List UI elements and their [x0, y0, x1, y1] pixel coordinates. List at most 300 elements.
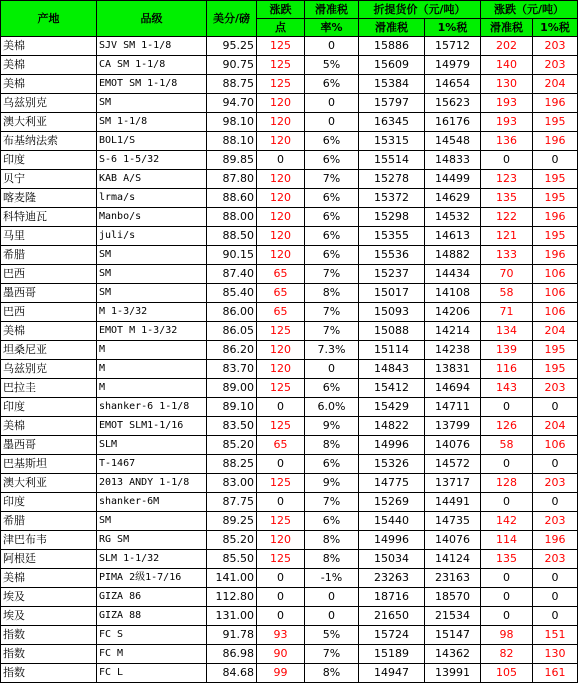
cell-sliding-tax-rate: 0: [305, 360, 359, 379]
cell-origin: 津巴布韦: [1, 531, 97, 550]
cell-origin: 指数: [1, 664, 97, 683]
header-change-yuan: 涨跌（元/吨）: [481, 1, 578, 19]
cell-grade: SM: [97, 512, 207, 531]
cell-origin: 指数: [1, 645, 97, 664]
cell-change-1pct: 195: [533, 227, 578, 246]
cell-change-1pct: 195: [533, 360, 578, 379]
cell-usd-per-lb: 98.10: [207, 113, 257, 132]
cell-origin: 乌兹别克: [1, 360, 97, 379]
cell-price-sliding: 15315: [359, 132, 425, 151]
cell-usd-per-lb: 95.25: [207, 37, 257, 56]
cell-sliding-tax-rate: 6%: [305, 189, 359, 208]
cell-change-sliding: 116: [481, 360, 533, 379]
cell-usd-per-lb: 85.20: [207, 531, 257, 550]
cell-change-points: 125: [257, 37, 305, 56]
cell-usd-per-lb: 88.25: [207, 455, 257, 474]
table-row: [1, 75, 578, 94]
cell-sliding-tax-rate: 6%: [305, 151, 359, 170]
cell-origin: 巴西: [1, 265, 97, 284]
cell-sliding-tax-rate: 7.3%: [305, 341, 359, 360]
cell-usd-per-lb: 88.60: [207, 189, 257, 208]
table-row: [1, 531, 578, 550]
cell-price-sliding: 15797: [359, 94, 425, 113]
cell-usd-per-lb: 89.85: [207, 151, 257, 170]
cell-grade: SM: [97, 265, 207, 284]
cell-sliding-tax-rate: 8%: [305, 531, 359, 550]
table-body: [1, 37, 578, 683]
cell-change-1pct: 106: [533, 436, 578, 455]
cell-usd-per-lb: 89.25: [207, 512, 257, 531]
table-row: [1, 132, 578, 151]
table-row: [1, 607, 578, 626]
cell-change-sliding: 143: [481, 379, 533, 398]
cell-origin: 墨西哥: [1, 436, 97, 455]
cell-price-1pct: 14214: [425, 322, 481, 341]
cell-price-1pct: 14629: [425, 189, 481, 208]
cell-grade: M 1-3/32: [97, 303, 207, 322]
cell-change-points: 120: [257, 94, 305, 113]
table-row: [1, 493, 578, 512]
cell-price-1pct: 15147: [425, 626, 481, 645]
cell-grade: 2013 ANDY 1-1/8: [97, 474, 207, 493]
cell-price-1pct: 14735: [425, 512, 481, 531]
cell-price-sliding: 23263: [359, 569, 425, 588]
cell-usd-per-lb: 85.20: [207, 436, 257, 455]
cell-change-points: 0: [257, 398, 305, 417]
cell-change-points: 125: [257, 75, 305, 94]
cell-change-1pct: 106: [533, 303, 578, 322]
table-row: [1, 208, 578, 227]
cell-change-1pct: 196: [533, 94, 578, 113]
cell-price-1pct: 14076: [425, 531, 481, 550]
cell-price-sliding: 18716: [359, 588, 425, 607]
table-row: [1, 94, 578, 113]
header-change-1pct: 1%税: [533, 19, 578, 37]
cell-usd-per-lb: 89.10: [207, 398, 257, 417]
cell-price-sliding: 15093: [359, 303, 425, 322]
cell-price-sliding: 15278: [359, 170, 425, 189]
cell-usd-per-lb: 83.70: [207, 360, 257, 379]
cell-change-points: 65: [257, 436, 305, 455]
cell-grade: EMOT M 1-3/32: [97, 322, 207, 341]
cell-price-sliding: 15269: [359, 493, 425, 512]
cell-price-1pct: 14711: [425, 398, 481, 417]
cell-price-1pct: 14613: [425, 227, 481, 246]
cell-change-1pct: 196: [533, 132, 578, 151]
cell-price-1pct: 15623: [425, 94, 481, 113]
cell-grade: GIZA 88: [97, 607, 207, 626]
cell-grade: shanker-6M: [97, 493, 207, 512]
cell-price-sliding: 14843: [359, 360, 425, 379]
cell-change-points: 120: [257, 341, 305, 360]
cell-usd-per-lb: 87.40: [207, 265, 257, 284]
table-row: [1, 37, 578, 56]
cell-change-points: 120: [257, 132, 305, 151]
cell-sliding-tax-rate: 7%: [305, 322, 359, 341]
cell-origin: 印度: [1, 493, 97, 512]
table-row: [1, 360, 578, 379]
cell-change-sliding: 98: [481, 626, 533, 645]
cell-grade: RG SM: [97, 531, 207, 550]
header-sliding-tax-rate-unit: 率%: [305, 19, 359, 37]
cell-change-sliding: 140: [481, 56, 533, 75]
cell-price-sliding: 15372: [359, 189, 425, 208]
cell-grade: lrma/s: [97, 189, 207, 208]
table-row: [1, 284, 578, 303]
cell-price-sliding: 14822: [359, 417, 425, 436]
cell-grade: M: [97, 360, 207, 379]
cell-change-sliding: 130: [481, 75, 533, 94]
cell-price-sliding: 15017: [359, 284, 425, 303]
cell-grade: PIMA 2级1-7/16: [97, 569, 207, 588]
cell-origin: 印度: [1, 398, 97, 417]
table-row: [1, 417, 578, 436]
cell-price-sliding: 15886: [359, 37, 425, 56]
cell-grade: SM: [97, 284, 207, 303]
cell-grade: Manbo/s: [97, 208, 207, 227]
cell-change-1pct: 151: [533, 626, 578, 645]
header-converted-price: 折提货价（元/吨）: [359, 1, 481, 19]
cell-sliding-tax-rate: 6%: [305, 208, 359, 227]
cell-price-sliding: 15412: [359, 379, 425, 398]
cell-price-1pct: 13831: [425, 360, 481, 379]
cell-change-1pct: 0: [533, 455, 578, 474]
cell-change-points: 0: [257, 151, 305, 170]
cell-grade: KAB A/S: [97, 170, 207, 189]
cell-change-points: 120: [257, 227, 305, 246]
table-row: [1, 246, 578, 265]
cell-price-sliding: 15189: [359, 645, 425, 664]
cell-price-sliding: 15298: [359, 208, 425, 227]
cell-change-sliding: 133: [481, 246, 533, 265]
cell-grade: SLM 1-1/32: [97, 550, 207, 569]
cell-change-points: 120: [257, 208, 305, 227]
cell-change-sliding: 71: [481, 303, 533, 322]
cell-sliding-tax-rate: 0: [305, 113, 359, 132]
cell-origin: 巴基斯坦: [1, 455, 97, 474]
cell-change-1pct: 0: [533, 588, 578, 607]
cell-grade: juli/s: [97, 227, 207, 246]
header-grade: 品级: [97, 1, 207, 37]
cell-sliding-tax-rate: 0: [305, 94, 359, 113]
cell-change-points: 125: [257, 56, 305, 75]
cell-change-1pct: 196: [533, 208, 578, 227]
cell-sliding-tax-rate: 6%: [305, 455, 359, 474]
cell-origin: 美棉: [1, 569, 97, 588]
cell-sliding-tax-rate: 6%: [305, 512, 359, 531]
cell-change-points: 120: [257, 170, 305, 189]
cell-change-sliding: 0: [481, 607, 533, 626]
cell-grade: SM: [97, 94, 207, 113]
cell-price-sliding: 14947: [359, 664, 425, 683]
table-row: [1, 303, 578, 322]
cell-price-1pct: 14076: [425, 436, 481, 455]
cell-grade: T-1467: [97, 455, 207, 474]
cell-price-sliding: 14775: [359, 474, 425, 493]
cell-price-sliding: 15237: [359, 265, 425, 284]
cell-sliding-tax-rate: 8%: [305, 664, 359, 683]
cell-change-sliding: 114: [481, 531, 533, 550]
cell-change-1pct: 195: [533, 341, 578, 360]
cell-sliding-tax-rate: -1%: [305, 569, 359, 588]
table-row: [1, 398, 578, 417]
cell-sliding-tax-rate: 7%: [305, 493, 359, 512]
cell-price-1pct: 14238: [425, 341, 481, 360]
cell-change-sliding: 0: [481, 398, 533, 417]
table-row: [1, 550, 578, 569]
cell-change-sliding: 0: [481, 493, 533, 512]
cell-change-1pct: 196: [533, 531, 578, 550]
cell-sliding-tax-rate: 6%: [305, 227, 359, 246]
cell-grade: FC M: [97, 645, 207, 664]
table-row: [1, 113, 578, 132]
cell-usd-per-lb: 90.15: [207, 246, 257, 265]
cell-change-points: 65: [257, 303, 305, 322]
cell-change-sliding: 142: [481, 512, 533, 531]
cell-usd-per-lb: 88.75: [207, 75, 257, 94]
cell-change-sliding: 0: [481, 455, 533, 474]
cell-usd-per-lb: 83.50: [207, 417, 257, 436]
cell-grade: SJV SM 1-1/8: [97, 37, 207, 56]
cell-change-1pct: 130: [533, 645, 578, 664]
cell-change-1pct: 161: [533, 664, 578, 683]
cell-change-1pct: 203: [533, 550, 578, 569]
cell-sliding-tax-rate: 5%: [305, 626, 359, 645]
cell-change-1pct: 0: [533, 607, 578, 626]
cell-change-sliding: 70: [481, 265, 533, 284]
cell-price-sliding: 15384: [359, 75, 425, 94]
cell-grade: shanker-6 1-1/8: [97, 398, 207, 417]
header-sliding-tax-rate: 滑准税: [305, 1, 359, 19]
cell-price-1pct: 14206: [425, 303, 481, 322]
cell-origin: 美棉: [1, 417, 97, 436]
cell-sliding-tax-rate: 6%: [305, 132, 359, 151]
cell-change-sliding: 123: [481, 170, 533, 189]
cell-change-sliding: 58: [481, 436, 533, 455]
cell-usd-per-lb: 91.78: [207, 626, 257, 645]
table-row: [1, 512, 578, 531]
cell-usd-per-lb: 85.50: [207, 550, 257, 569]
cell-change-1pct: 203: [533, 474, 578, 493]
header-origin: 产地: [1, 1, 97, 37]
cell-change-1pct: 195: [533, 189, 578, 208]
cell-price-sliding: 15536: [359, 246, 425, 265]
cell-change-sliding: 139: [481, 341, 533, 360]
cell-price-sliding: 15355: [359, 227, 425, 246]
cell-grade: S-6 1-5/32: [97, 151, 207, 170]
cell-price-sliding: 15429: [359, 398, 425, 417]
cell-change-1pct: 204: [533, 417, 578, 436]
cell-change-sliding: 202: [481, 37, 533, 56]
table-row: [1, 170, 578, 189]
cell-sliding-tax-rate: 6%: [305, 75, 359, 94]
header-price-sliding: 滑准税: [359, 19, 425, 37]
cell-change-points: 120: [257, 360, 305, 379]
table-row: [1, 645, 578, 664]
cell-price-sliding: 15724: [359, 626, 425, 645]
cell-origin: 埃及: [1, 607, 97, 626]
cell-usd-per-lb: 87.80: [207, 170, 257, 189]
cell-usd-per-lb: 86.00: [207, 303, 257, 322]
cell-change-points: 65: [257, 284, 305, 303]
cell-usd-per-lb: 86.98: [207, 645, 257, 664]
cell-origin: 巴拉圭: [1, 379, 97, 398]
cell-usd-per-lb: 84.68: [207, 664, 257, 683]
cell-usd-per-lb: 94.70: [207, 94, 257, 113]
cell-origin: 印度: [1, 151, 97, 170]
cell-change-sliding: 193: [481, 113, 533, 132]
cell-change-sliding: 82: [481, 645, 533, 664]
cell-grade: SM 1-1/8: [97, 113, 207, 132]
cell-usd-per-lb: 89.00: [207, 379, 257, 398]
cell-change-points: 125: [257, 322, 305, 341]
cell-grade: SM: [97, 246, 207, 265]
header-change-points-unit: 点: [257, 19, 305, 37]
cell-usd-per-lb: 90.75: [207, 56, 257, 75]
cell-change-sliding: 0: [481, 588, 533, 607]
cell-price-sliding: 15440: [359, 512, 425, 531]
cell-price-sliding: 15114: [359, 341, 425, 360]
cell-price-1pct: 14362: [425, 645, 481, 664]
cell-price-1pct: 14108: [425, 284, 481, 303]
table-header: [1, 1, 578, 37]
cell-change-points: 65: [257, 265, 305, 284]
cell-price-1pct: 14833: [425, 151, 481, 170]
cell-price-1pct: 15712: [425, 37, 481, 56]
cell-sliding-tax-rate: 7%: [305, 265, 359, 284]
cell-sliding-tax-rate: 0: [305, 607, 359, 626]
cell-origin: 美棉: [1, 37, 97, 56]
cell-change-1pct: 195: [533, 170, 578, 189]
cell-origin: 喀麦隆: [1, 189, 97, 208]
header-change-points: 涨跌: [257, 1, 305, 19]
cell-change-points: 93: [257, 626, 305, 645]
cell-change-sliding: 121: [481, 227, 533, 246]
cell-price-1pct: 14882: [425, 246, 481, 265]
cell-price-sliding: 14996: [359, 436, 425, 455]
header-price-1pct: 1%税: [425, 19, 481, 37]
cell-origin: 马里: [1, 227, 97, 246]
cell-price-1pct: 14979: [425, 56, 481, 75]
cell-change-sliding: 122: [481, 208, 533, 227]
cell-usd-per-lb: 88.10: [207, 132, 257, 151]
cell-grade: M: [97, 341, 207, 360]
cell-origin: 乌兹别克: [1, 94, 97, 113]
table-row: [1, 588, 578, 607]
cell-grade: EMOT SM 1-1/8: [97, 75, 207, 94]
cell-origin: 墨西哥: [1, 284, 97, 303]
cell-change-sliding: 134: [481, 322, 533, 341]
cell-price-sliding: 15034: [359, 550, 425, 569]
cell-origin: 贝宁: [1, 170, 97, 189]
table-row: [1, 151, 578, 170]
cell-origin: 美棉: [1, 75, 97, 94]
cell-usd-per-lb: 112.80: [207, 588, 257, 607]
cell-change-sliding: 128: [481, 474, 533, 493]
cell-change-points: 120: [257, 189, 305, 208]
table-row: [1, 265, 578, 284]
cell-change-points: 90: [257, 645, 305, 664]
cell-change-1pct: 0: [533, 493, 578, 512]
cell-sliding-tax-rate: 5%: [305, 56, 359, 75]
cell-price-sliding: 15609: [359, 56, 425, 75]
cell-change-points: 125: [257, 417, 305, 436]
table-row: [1, 322, 578, 341]
cell-usd-per-lb: 86.05: [207, 322, 257, 341]
cell-change-sliding: 135: [481, 189, 533, 208]
cell-change-points: 0: [257, 455, 305, 474]
cell-change-1pct: 204: [533, 322, 578, 341]
cell-usd-per-lb: 88.00: [207, 208, 257, 227]
cell-price-sliding: 15514: [359, 151, 425, 170]
cell-change-1pct: 204: [533, 75, 578, 94]
cell-sliding-tax-rate: 8%: [305, 284, 359, 303]
cell-usd-per-lb: 85.40: [207, 284, 257, 303]
cell-origin: 希腊: [1, 512, 97, 531]
cell-sliding-tax-rate: 8%: [305, 550, 359, 569]
cell-usd-per-lb: 141.00: [207, 569, 257, 588]
cell-change-points: 120: [257, 113, 305, 132]
cell-change-points: 0: [257, 588, 305, 607]
cell-change-sliding: 135: [481, 550, 533, 569]
cell-price-1pct: 13799: [425, 417, 481, 436]
cell-origin: 巴西: [1, 303, 97, 322]
cell-change-points: 0: [257, 493, 305, 512]
cell-change-sliding: 193: [481, 94, 533, 113]
cell-origin: 希腊: [1, 246, 97, 265]
cell-price-1pct: 23163: [425, 569, 481, 588]
cell-price-1pct: 14434: [425, 265, 481, 284]
cell-origin: 科特迪瓦: [1, 208, 97, 227]
table-row: [1, 474, 578, 493]
cell-change-sliding: 58: [481, 284, 533, 303]
cell-change-1pct: 195: [533, 113, 578, 132]
cell-origin: 美棉: [1, 322, 97, 341]
cell-usd-per-lb: 83.00: [207, 474, 257, 493]
cell-price-1pct: 16176: [425, 113, 481, 132]
cell-change-points: 125: [257, 379, 305, 398]
cell-change-sliding: 0: [481, 151, 533, 170]
cell-price-1pct: 14654: [425, 75, 481, 94]
cell-origin: 阿根廷: [1, 550, 97, 569]
table-row: [1, 626, 578, 645]
cell-change-1pct: 0: [533, 569, 578, 588]
cell-origin: 指数: [1, 626, 97, 645]
cell-change-1pct: 106: [533, 284, 578, 303]
cell-grade: BOL1/S: [97, 132, 207, 151]
cell-change-points: 0: [257, 607, 305, 626]
cell-price-sliding: 15326: [359, 455, 425, 474]
cell-change-1pct: 0: [533, 151, 578, 170]
cell-price-1pct: 14499: [425, 170, 481, 189]
table-row: [1, 379, 578, 398]
cell-sliding-tax-rate: 7%: [305, 170, 359, 189]
cell-sliding-tax-rate: 9%: [305, 417, 359, 436]
cell-sliding-tax-rate: 0: [305, 37, 359, 56]
cell-grade: FC L: [97, 664, 207, 683]
table-row: [1, 455, 578, 474]
cell-usd-per-lb: 87.75: [207, 493, 257, 512]
cell-origin: 坦桑尼亚: [1, 341, 97, 360]
header-change-sliding: 滑准税: [481, 19, 533, 37]
cell-change-1pct: 106: [533, 265, 578, 284]
cell-usd-per-lb: 131.00: [207, 607, 257, 626]
cell-grade: FC S: [97, 626, 207, 645]
cell-change-points: 120: [257, 246, 305, 265]
cell-change-1pct: 203: [533, 379, 578, 398]
table-row: [1, 569, 578, 588]
cell-sliding-tax-rate: 7%: [305, 303, 359, 322]
